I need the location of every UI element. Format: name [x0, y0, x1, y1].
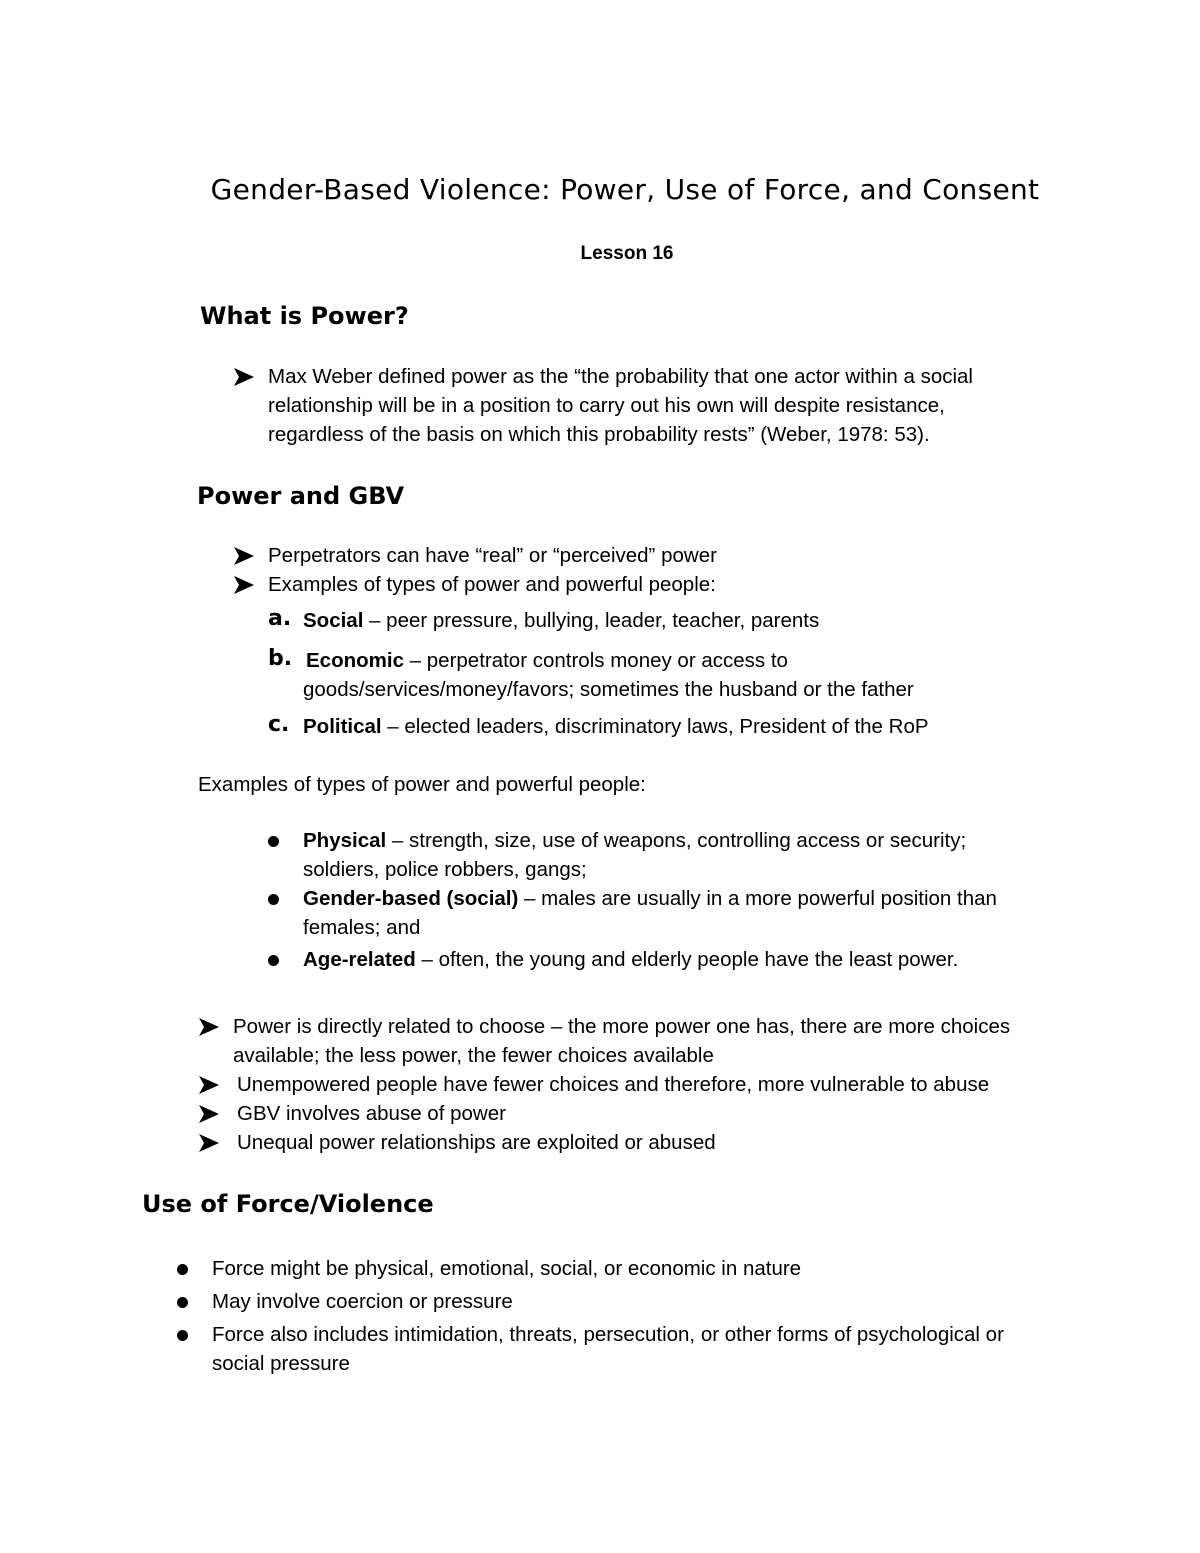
- term-gender-based: Gender-based (social): [303, 887, 519, 910]
- list-marker-b: b.: [268, 646, 293, 671]
- perpetrators-power-item: Perpetrators can have “real” or “perceived” power: [268, 544, 717, 567]
- bullet-dot-icon: [268, 836, 279, 847]
- term-social: Social: [303, 609, 364, 632]
- bullet-dot-icon: [177, 1297, 188, 1308]
- economic-description-line-2: goods/services/money/favors; sometimes the husband or the father: [303, 678, 914, 701]
- dotted-item-physical: [303, 826, 966, 855]
- intimidation-item-line-2: social pressure: [212, 1352, 350, 1375]
- page-title: Gender-Based Violence: Power, Use of Force, and Consent: [210, 173, 1040, 206]
- lettered-item-economic: [306, 646, 788, 675]
- term-age-related: Age-related: [303, 948, 416, 971]
- arrow-bullet-icon: [198, 1075, 220, 1095]
- power-choice-line-1: Power is directly related to choose – the more power one has, there are more choices: [233, 1015, 1011, 1038]
- gender-based-description-line-2: females; and: [303, 916, 421, 939]
- term-economic: Economic: [306, 649, 404, 672]
- coercion-item: May involve coercion or pressure: [212, 1290, 513, 1313]
- lesson-label: Lesson 16: [580, 243, 674, 264]
- bullet-dot-icon: [177, 1264, 188, 1275]
- arrow-bullet-icon: [198, 1133, 220, 1153]
- economic-description: – perpetrator controls money or access to: [403, 649, 788, 672]
- term-physical: Physical: [303, 829, 387, 852]
- list-marker-c: c.: [268, 712, 290, 737]
- weber-definition-line-1: Max Weber defined power as the “the probability that one actor within a social: [268, 365, 973, 388]
- physical-description-line-2: soldiers, police robbers, gangs;: [303, 858, 587, 881]
- lettered-item-social: [303, 606, 819, 635]
- unempowered-item: Unempowered people have fewer choices and therefore, more vulnerable to abuse: [237, 1073, 990, 1096]
- dotted-item-gender-based: [303, 884, 997, 913]
- political-description: – elected leaders, discriminatory laws, President of the RoP: [381, 715, 929, 738]
- section-heading-use-of-force: Use of Force/Violence: [142, 1190, 434, 1218]
- term-political: Political: [303, 715, 382, 738]
- gbv-abuse-item: GBV involves abuse of power: [237, 1102, 506, 1125]
- dotted-item-age-related: [303, 945, 958, 974]
- bullet-dot-icon: [268, 894, 279, 905]
- examples-intro-item: Examples of types of power and powerful people:: [268, 573, 716, 596]
- section-heading-what-is-power: What is Power?: [200, 302, 409, 330]
- force-types-item: Force might be physical, emotional, social, or economic in nature: [212, 1257, 802, 1280]
- arrow-bullet-icon: [233, 575, 255, 595]
- gender-based-description: – males are usually in a more powerful position than: [518, 887, 997, 910]
- arrow-bullet-icon: [198, 1017, 220, 1037]
- bullet-dot-icon: [268, 955, 279, 966]
- examples-paragraph: Examples of types of power and powerful people:: [198, 773, 646, 796]
- intimidation-item-line-1: Force also includes intimidation, threats, persecution, or other forms of psychological or: [212, 1323, 1004, 1346]
- weber-definition-line-2: relationship will be in a position to carry out his own will despite resistance,: [268, 394, 945, 417]
- weber-definition-line-3: regardless of the basis on which this probability rests” (Weber, 1978: 53).: [268, 423, 930, 446]
- arrow-bullet-icon: [198, 1104, 220, 1124]
- social-description: – peer pressure, bullying, leader, teacher, parents: [363, 609, 820, 632]
- lettered-item-political: [303, 712, 929, 741]
- arrow-bullet-icon: [233, 546, 255, 566]
- section-heading-power-and-gbv: Power and GBV: [197, 482, 405, 510]
- age-related-description: – often, the young and elderly people have the least power.: [415, 948, 959, 971]
- unequal-power-item: Unequal power relationships are exploited or abused: [237, 1131, 716, 1154]
- power-choice-line-2: available; the less power, the fewer choices available: [233, 1044, 714, 1067]
- arrow-bullet-icon: [233, 367, 255, 387]
- physical-description: – strength, size, use of weapons, controlling access or security;: [386, 829, 967, 852]
- bullet-dot-icon: [177, 1330, 188, 1341]
- list-marker-a: a.: [268, 606, 292, 631]
